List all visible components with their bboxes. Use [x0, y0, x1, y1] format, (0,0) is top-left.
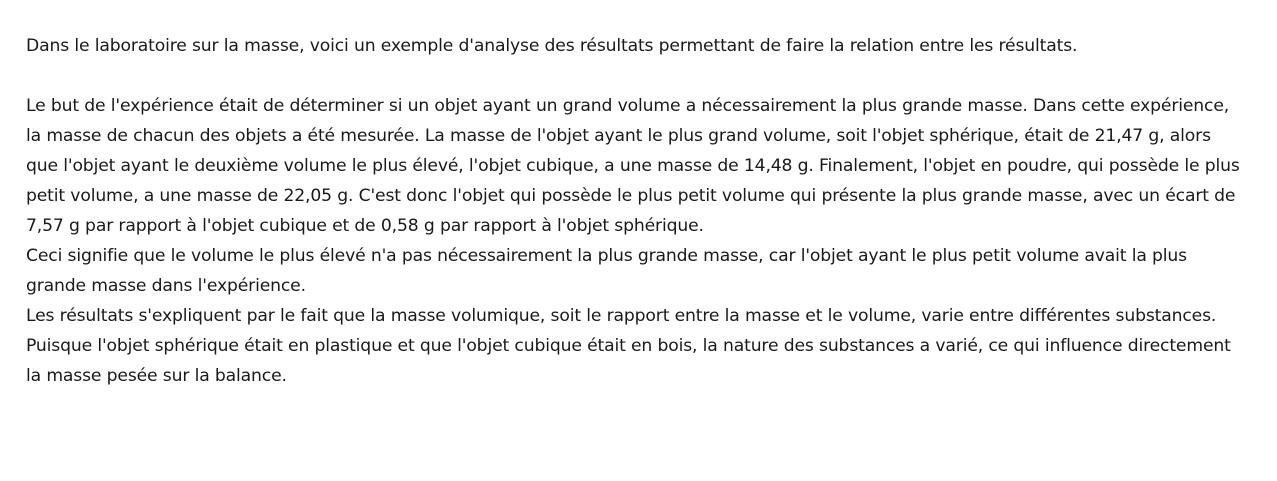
conclusion-paragraph: Ceci signifie que le volume le plus élevé n'a pas nécessairement la plus grande masse, car l'objet ayant le plus petit volume avait la plus grande masse dans l'expérience. — [26, 246, 1187, 296]
experiment-paragraph: Le but de l'expérience était de déterminer si un objet ayant un grand volume a nécessairement la plus grande masse. Dans cette expérience, la masse de chacun des objets a été mesurée. La masse de l'objet ayant le plus grand volume, soit l'objet sphérique, était de 21,47 g, alors que l'objet ayant le deuxième volume le plus élevé, l'objet cubique, a une masse de 14,48 g. Finalement, l'objet en poudre, qui possède le plus petit volume, a une masse de 22,05 g. C'est donc l'objet qui possède le plus petit volume qui présente la plus grande masse, avec un écart de 7,57 g par rapport à l'objet cubique et de 0,58 g par rapport à l'objet sphérique. — [26, 96, 1240, 236]
article-body — [26, 31, 1241, 391]
explanation-paragraph: Les résultats s'expliquent par le fait que la masse volumique, soit le rapport entre la masse et le volume, varie entre différentes substances. Puisque l'objet sphérique était en plastique et que l'objet cubique était en bois, la nature des substances a varié, ce qui influence directement la masse pesée sur la balance. — [26, 306, 1231, 386]
intro-paragraph: Dans le laboratoire sur la masse, voici un exemple d'analyse des résultats permettant de faire la relation entre les résultats. — [26, 36, 1078, 56]
